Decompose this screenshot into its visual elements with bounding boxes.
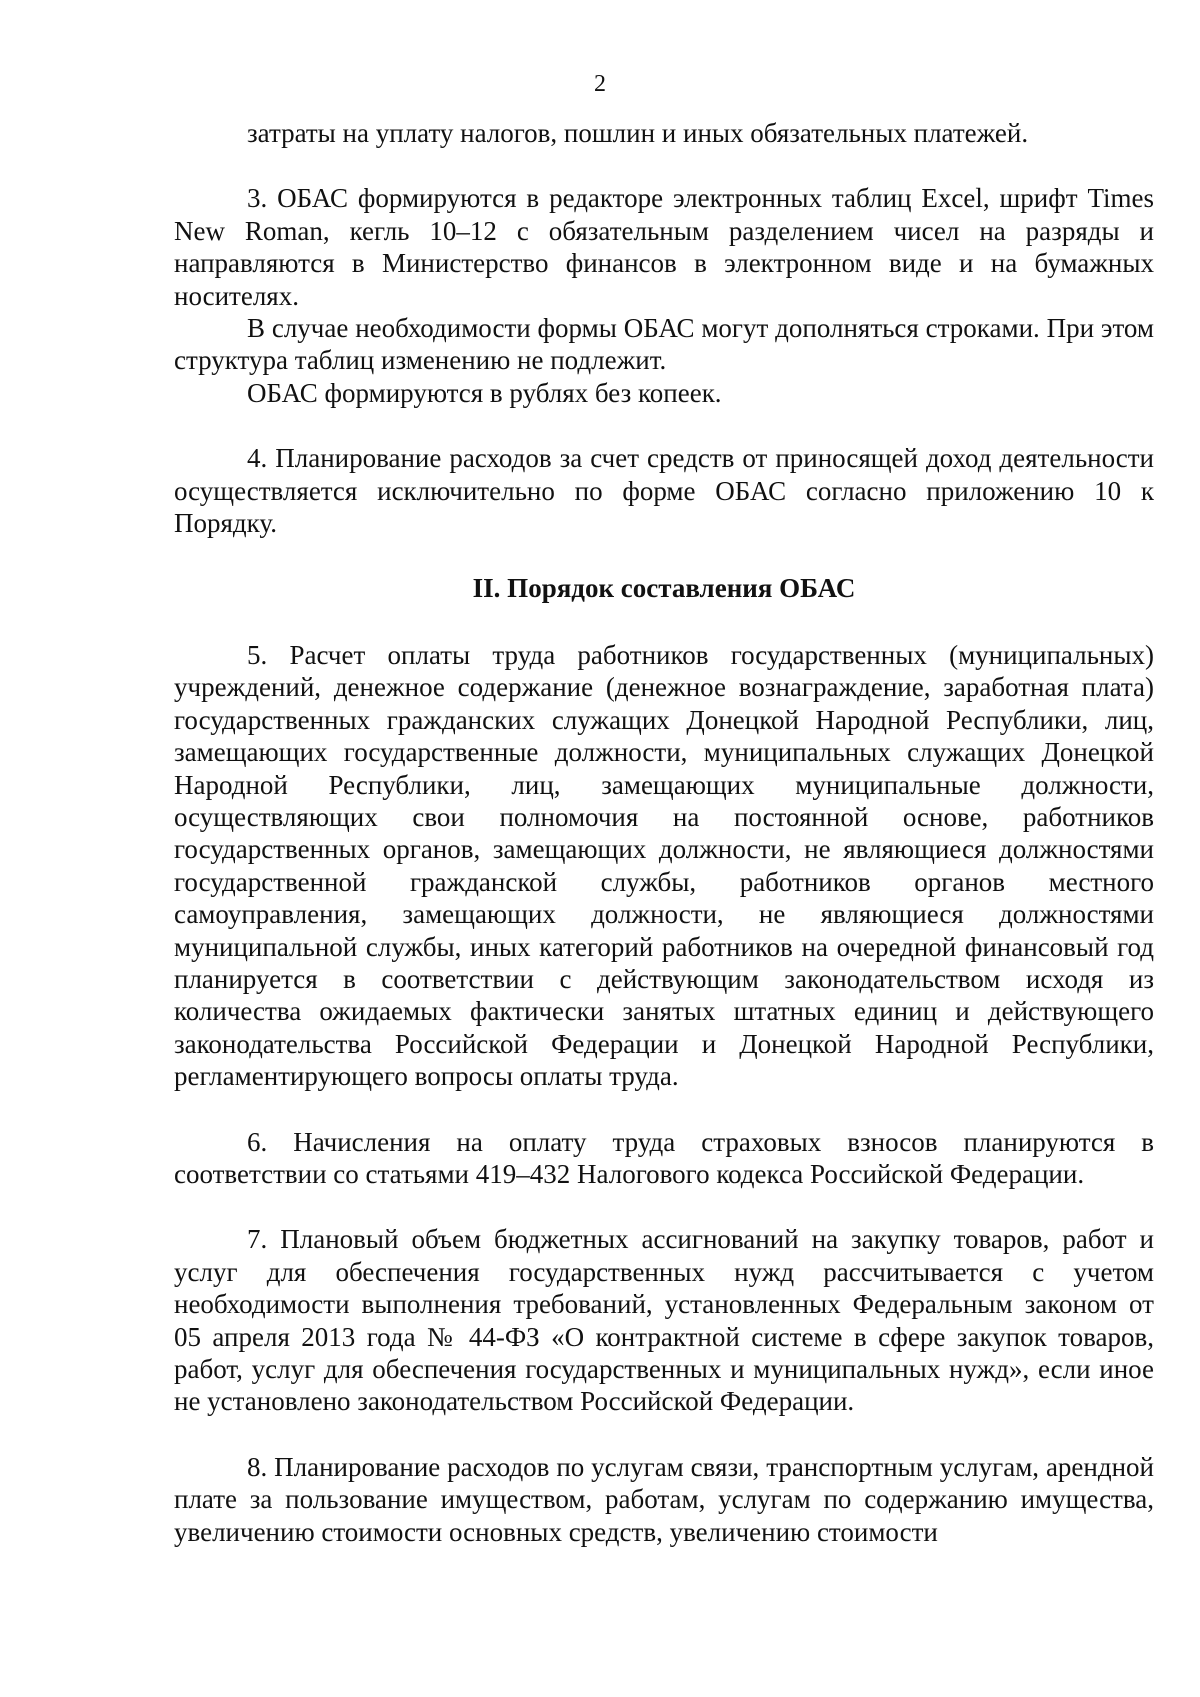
paragraph-6: 6. Начисления на оплату труда страховых взносов планируются в соответствии со статьями 419–432 Налогового кодекса Российской Федерации.: [174, 1126, 1154, 1189]
section-heading: II. Порядок составления ОБАС: [472, 573, 856, 604]
paragraph-continuation: затраты на уплату налогов, пошлин и иных обязательных платежей.: [247, 118, 1029, 148]
paragraph-3: 3. ОБАС формируются в редакторе электронных таблиц Excel, шрифт Times New Roman, кегль 10–12 с обязательным разделением чисел на разряды и направляются в Министерство финансов в электронном виде и на бумажных носителях.: [174, 183, 1154, 311]
paragraph-5: 5. Расчет оплаты труда работников государственных (муниципальных) учреждений, денежное содержание (денежное вознаграждение, заработная плата) государственных гражданских служащих Донецкой Народной Республики, лиц, замещающих государственные должности, муниципальных служащих Донецкой Народной Республики, лиц, замещающих муниципальные должности, осуществляющих свои полномочия на постоянной основе, работников государственных органов, замещающих должности, не являющиеся должностями государственной гражданской службы, работников органов местного самоуправления, замещающих должности, не являющиеся должностями муниципальной службы, иных категорий работников на очередной финансовый год планируется в соответствии с действующим законодательством исходя из количества ожидаемых фактически занятых штатных единиц и действующего законодательства Российской Федерации и Донецкой Народной Республики, регламентирующего вопросы оплаты труда.: [174, 639, 1154, 1092]
page-number: 2: [594, 71, 606, 97]
paragraph-3-forms: В случае необходимости формы ОБАС могут дополняться строками. При этом структура таблиц изменению не подлежит.: [174, 313, 1154, 376]
paragraph-3-rubles: ОБАС формируются в рублях без копеек.: [247, 377, 722, 408]
paragraph-7: 7. Плановый объем бюджетных ассигнований на закупку товаров, работ и услуг для обеспечения государственных нужд рассчитывается с учетом необходимости выполнения требований, установленных Федеральным законом от 05 апреля 2013 года № 44-ФЗ «О контрактной системе в сфере закупок товаров, работ, услуг для обеспечения государственных и муниципальных нужд», если иное не установлено законодательством Российской Федерации.: [174, 1224, 1154, 1417]
paragraph-8: 8. Планирование расходов по услугам связи, транспортным услугам, арендной плате за пользование имуществом, работам, услугам по содержанию имущества, увеличению стоимости основных средств, увеличению стоимости: [174, 1451, 1154, 1547]
document-body: [174, 117, 1154, 1548]
paragraph-4: 4. Планирование расходов за счет средств от приносящей доход деятельности осуществляется исключительно по форме ОБАС согласно приложению 10 к Порядку.: [174, 443, 1154, 539]
